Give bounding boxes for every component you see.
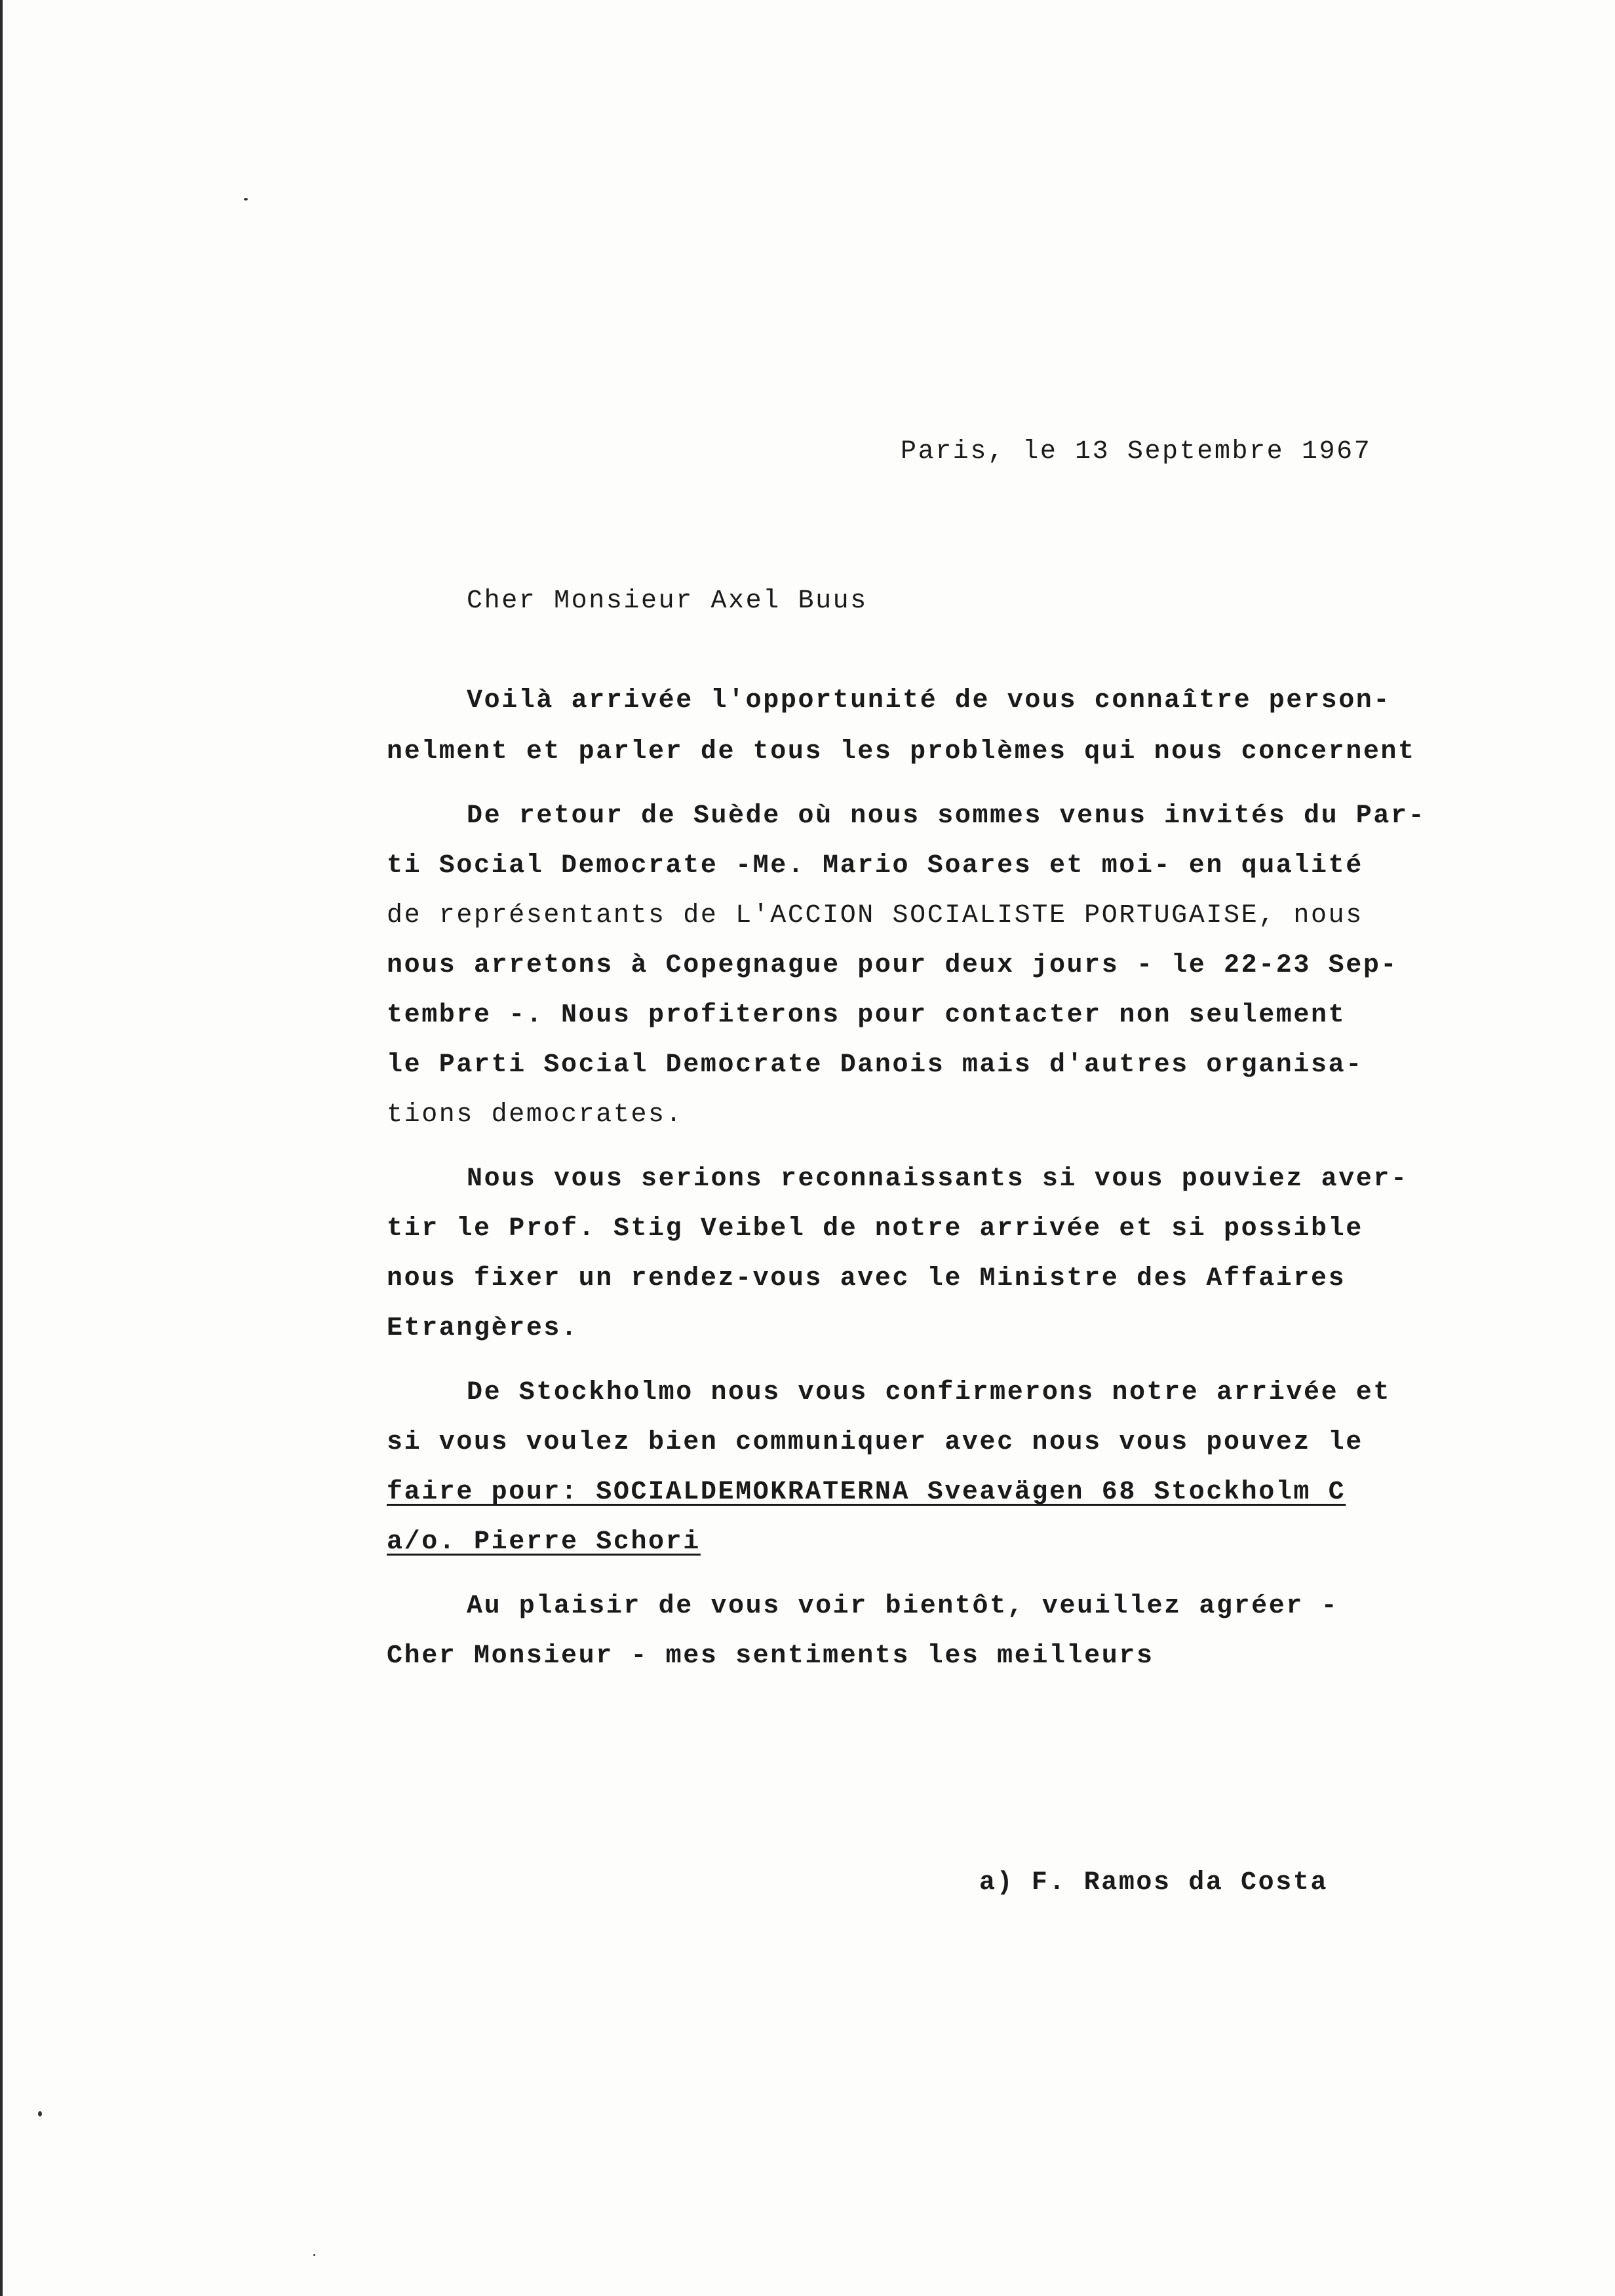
paragraph-3-line-2: tir le Prof. Stig Veibel de notre arrivée et si possible xyxy=(387,1214,1363,1244)
paragraph-2-line-5: tembre -. Nous profiterons pour contacter non seulement xyxy=(387,1001,1346,1030)
closing-line-1: Au plaisir de vous voir bientôt, veuillez agréer - xyxy=(467,1592,1339,1621)
paragraph-4-contact-line: a/o. Pierre Schori xyxy=(387,1527,701,1557)
paragraph-2-line-1: De retour de Suède où nous sommes venus invités du Par- xyxy=(467,801,1426,831)
paragraph-4-line-1: De Stockholmo nous vous confirmerons notre arrivée et xyxy=(467,1378,1391,1407)
scan-speck xyxy=(244,198,248,201)
paragraph-2-line-4: nous arretons à Copegnague pour deux jours - le 22-23 Sep- xyxy=(387,951,1399,980)
paragraph-4-line-2: si vous voulez bien communiquer avec nous vous pouvez le xyxy=(387,1428,1363,1457)
scan-speck xyxy=(38,2111,42,2116)
paragraph-3-line-4: Etrangères. xyxy=(387,1314,579,1343)
scan-left-edge xyxy=(0,0,3,2296)
paragraph-2-line-6: le Parti Social Democrate Danois mais d'autres organisa- xyxy=(387,1050,1363,1080)
paragraph-2-line-3: de représentants de L'ACCION SOCIALISTE PORTUGAISE, nous xyxy=(387,901,1363,930)
dateline: Paris, le 13 Septembre 1967 xyxy=(901,437,1372,467)
scan-speck xyxy=(313,2254,315,2256)
paragraph-3-line-1: Nous vous serions reconnaissants si vous pouviez aver- xyxy=(467,1164,1409,1194)
paragraph-2-line-2: ti Social Democrate -Me. Mario Soares et moi- en qualité xyxy=(387,851,1363,881)
paragraph-3-line-3: nous fixer un rendez-vous avec le Ministre des Affaires xyxy=(387,1264,1346,1293)
salutation: Cher Monsieur Axel Buus xyxy=(467,586,868,616)
closing-line-2: Cher Monsieur - mes sentiments les meilleurs xyxy=(387,1641,1154,1671)
signature: a) F. Ramos da Costa xyxy=(979,1868,1329,1898)
paragraph-4-address-line: faire pour: SOCIALDEMOKRATERNA Sveavägen 68 Stockholm C xyxy=(387,1478,1346,1507)
paragraph-1-line-1: Voilà arrivée l'opportunité de vous connaître person- xyxy=(467,686,1391,716)
paragraph-2-line-7: tions democrates. xyxy=(387,1100,684,1130)
paragraph-1-line-2: nelment et parler de tous les problèmes qui nous concernent xyxy=(387,737,1416,767)
